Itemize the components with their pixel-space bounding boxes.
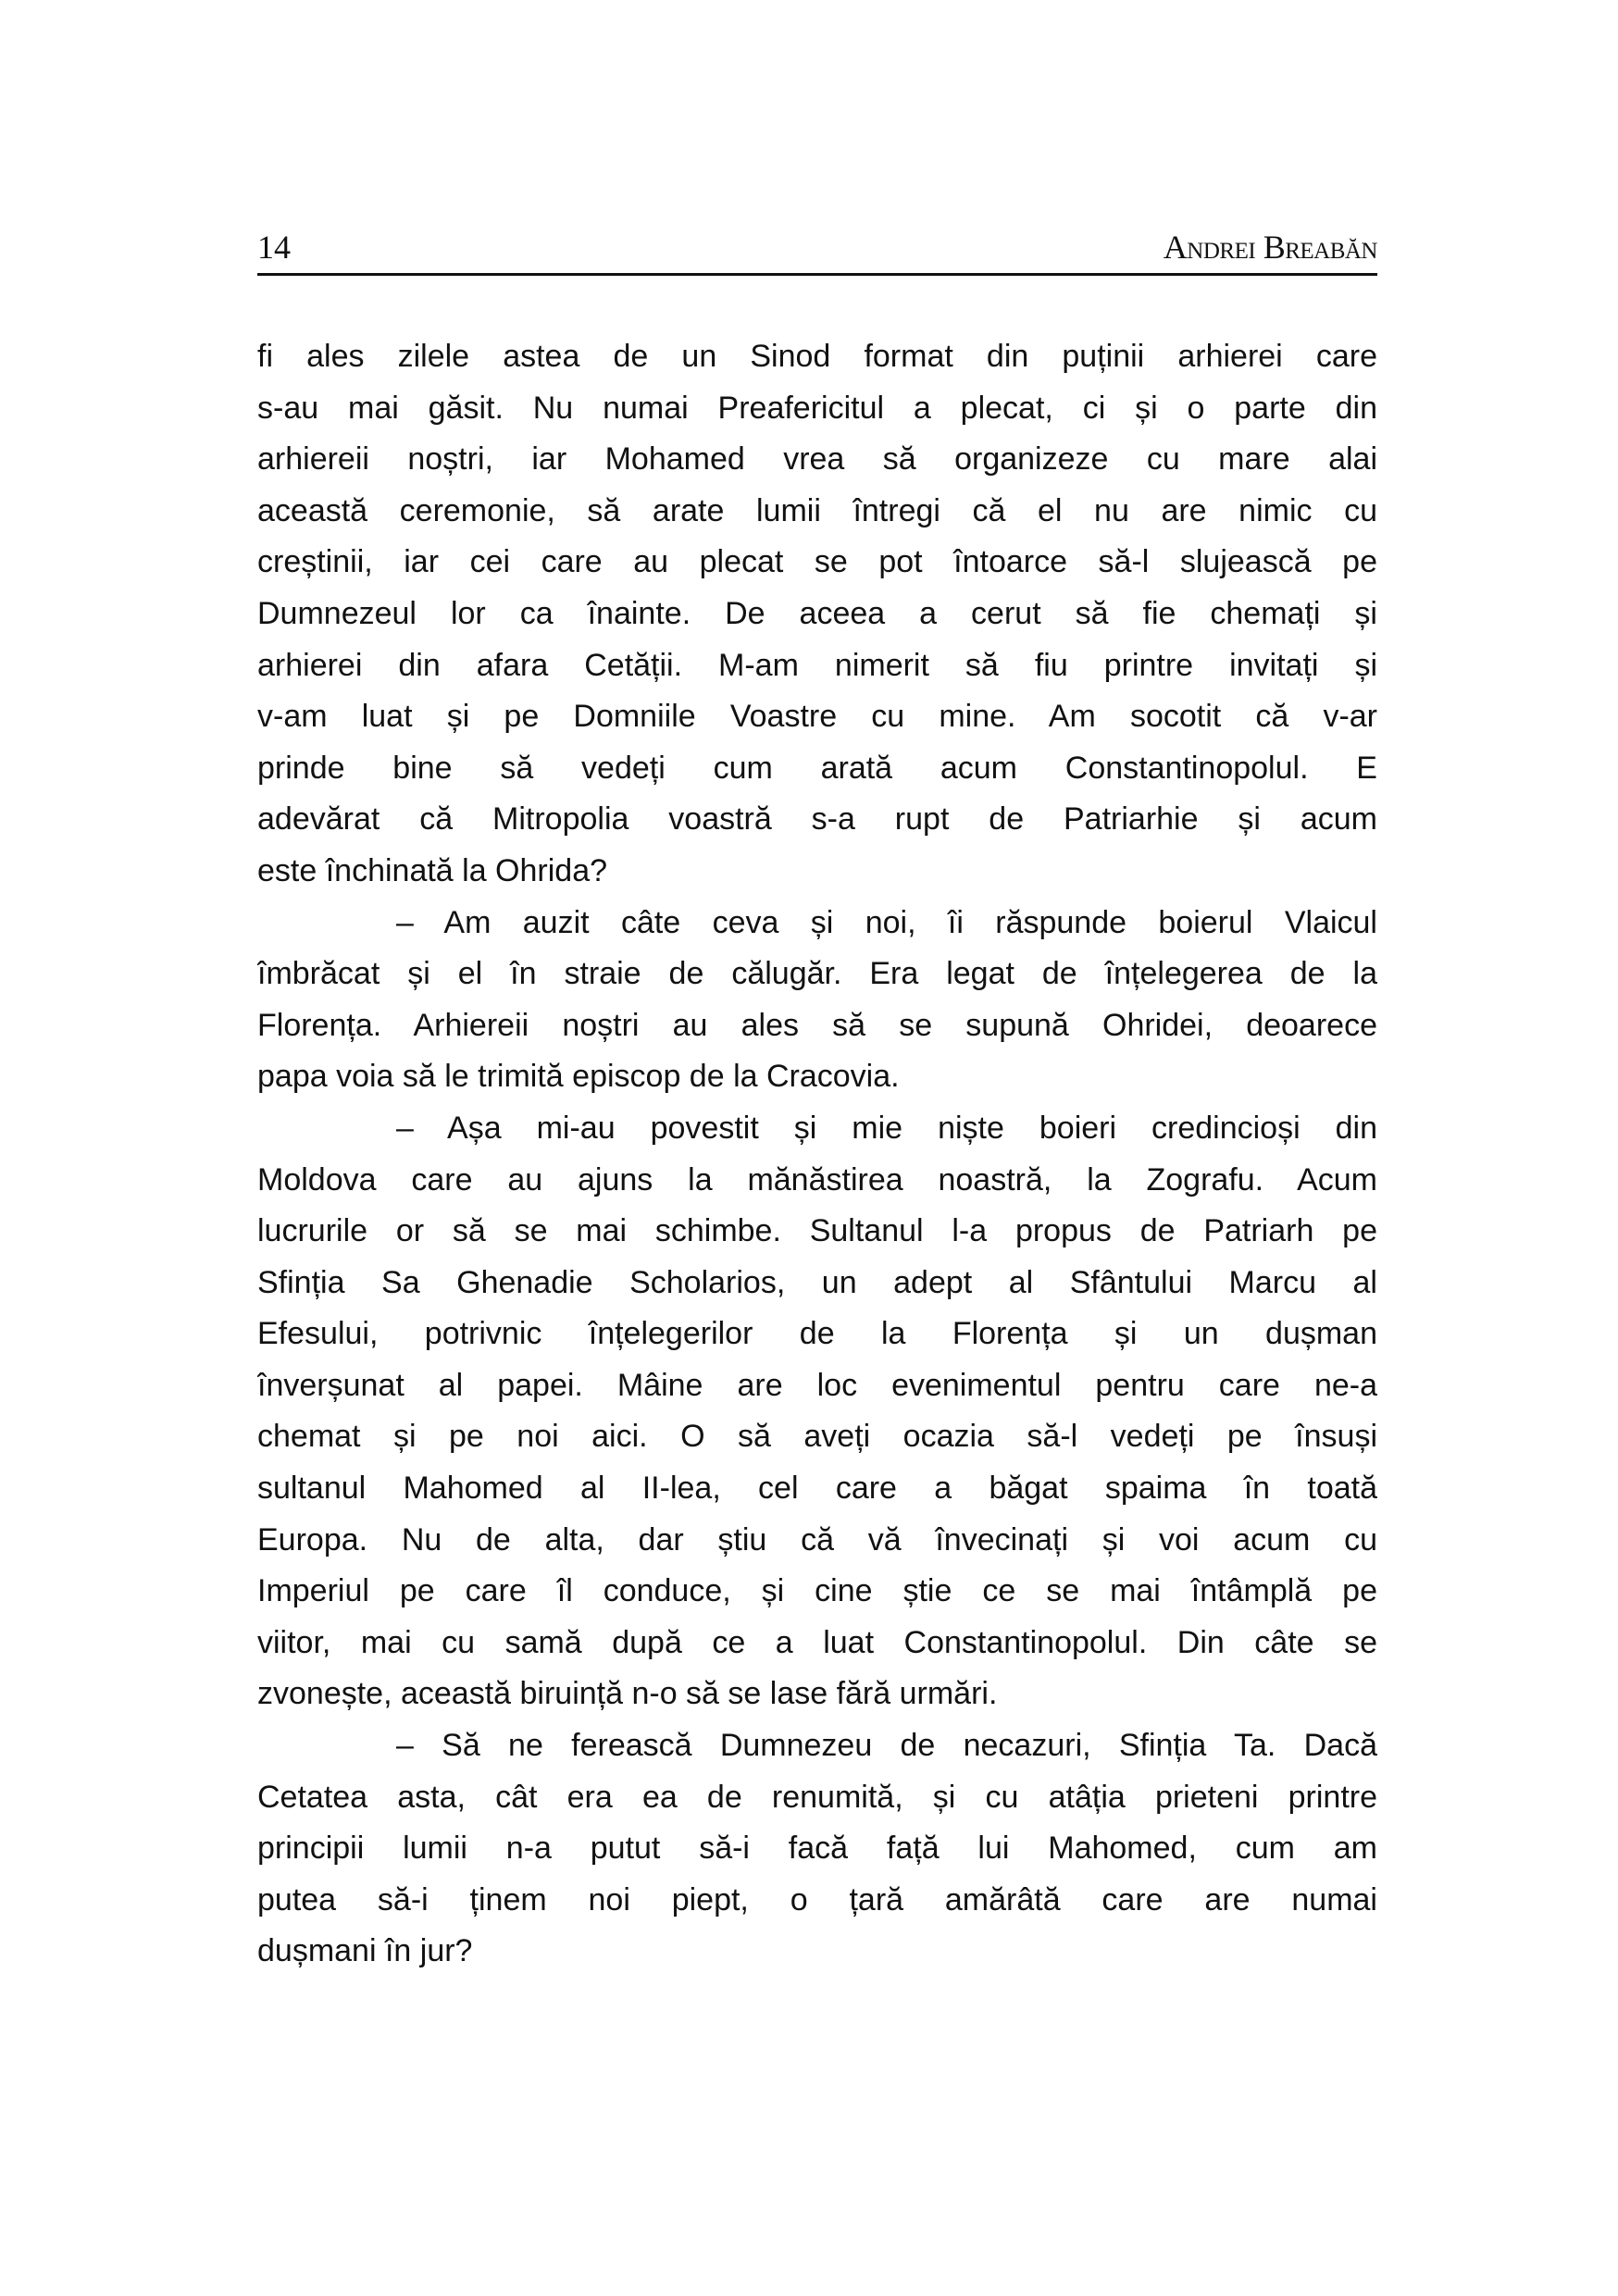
text-line: v-am luat și pe Domniile Voastre cu mine. Am socotit că v-ar (257, 699, 1377, 735)
text-line: Sfinția Sa Ghenadie Scholarios, un adept al Sfântului Marcu al (257, 1264, 1377, 1300)
text-line: prinde bine să vedeți cum arată acum Constantinopolul. E (257, 750, 1377, 786)
text-line: Europa. Nu de alta, dar știu că vă învecinați și voi acum cu (257, 1521, 1377, 1558)
text-line: este închinată la Ohrida? (257, 852, 608, 888)
text-line: această ceremonie, să arate lumii întregi că el nu are nimic cu (257, 492, 1377, 528)
running-author: Andrei Breabăn (1163, 229, 1377, 266)
text-line: papa voia să le trimită episcop de la Cracovia. (257, 1059, 900, 1095)
text-line: principii lumii n-a putut să-i facă față lui Mahomed, cum am (257, 1831, 1377, 1867)
text-line: adevărat că Mitropolia voastră s-a rupt de Patriarhie și acum (257, 801, 1377, 838)
text-line: chemat și pe noi aici. O să aveți ocazia să-l vedeți pe însuși (257, 1419, 1377, 1455)
text-line: Florența. Arhiereii noștri au ales să se supună Ohridei, deoarece (257, 1007, 1377, 1043)
text-line: viitor, mai cu samă după ce a luat Constantinopolul. Din câte se (257, 1624, 1377, 1660)
page-number: 14 (257, 229, 291, 266)
text-line: dușmani în jur? (257, 1933, 473, 1969)
text-line: – Am auzit câte ceva și noi, îi răspunde boierul Vlaicul (396, 904, 1377, 940)
text-line: – Să ne ferească Dumnezeu de necazuri, Sfinția Ta. Dacă (396, 1728, 1377, 1764)
text-line: Dumnezeul lor ca înainte. De aceea a cerut să fie chemați și (257, 595, 1377, 631)
text-line: Moldova care au ajuns la mănăstirea noastră, la Zografu. Acum (257, 1161, 1377, 1198)
text-line: creștinii, iar cei care au plecat se pot întoarce să-l slujească pe (257, 544, 1377, 580)
text-line: s-au mai găsit. Nu numai Preafericitul a plecat, ci și o parte din (257, 390, 1377, 426)
header-rule (257, 273, 1377, 276)
text-line: Cetatea asta, cât era ea de renumită, și cu atâția prieteni printre (257, 1779, 1377, 1815)
text-line: – Așa mi-au povestit și mie niște boieri credincioși din (396, 1110, 1377, 1146)
running-header (257, 222, 1377, 270)
text-line: îmbrăcat și el în straie de călugăr. Era legat de înțelegerea de la (257, 956, 1377, 992)
text-line: Efesului, potrivnic înțelegerilor de la Florența și un dușman (257, 1316, 1377, 1352)
text-line: Imperiul pe care îl conduce, și cine știe ce se mai întâmplă pe (257, 1573, 1377, 1609)
paragraph (257, 1103, 1377, 1720)
paragraph (257, 1720, 1377, 1978)
text-line: arhiereii noștri, iar Mohamed vrea să organizeze cu mare alai (257, 441, 1377, 478)
text-line: fi ales zilele astea de un Sinod format din puținii arhierei care (257, 339, 1377, 374)
text-line: sultanul Mahomed al II-lea, cel care a băgat spaima în toată (257, 1471, 1377, 1507)
body-text (257, 331, 1377, 1978)
paragraph (257, 898, 1377, 1103)
text-line: putea să-i ținem noi piept, o țară amărâtă care are numai (257, 1881, 1377, 1917)
text-line: zvonește, această biruință n-o să se lase fără urmări. (257, 1676, 998, 1712)
text-line: arhierei din afara Cetății. M-am nimerit să fiu printre invitați și (257, 647, 1377, 683)
text-line: lucrurile or să se mai schimbe. Sultanul l-a propus de Patriarh pe (257, 1213, 1377, 1249)
paragraph (257, 331, 1377, 898)
text-line: înverșunat al papei. Mâine are loc evenimentul pentru care ne-a (257, 1367, 1377, 1403)
